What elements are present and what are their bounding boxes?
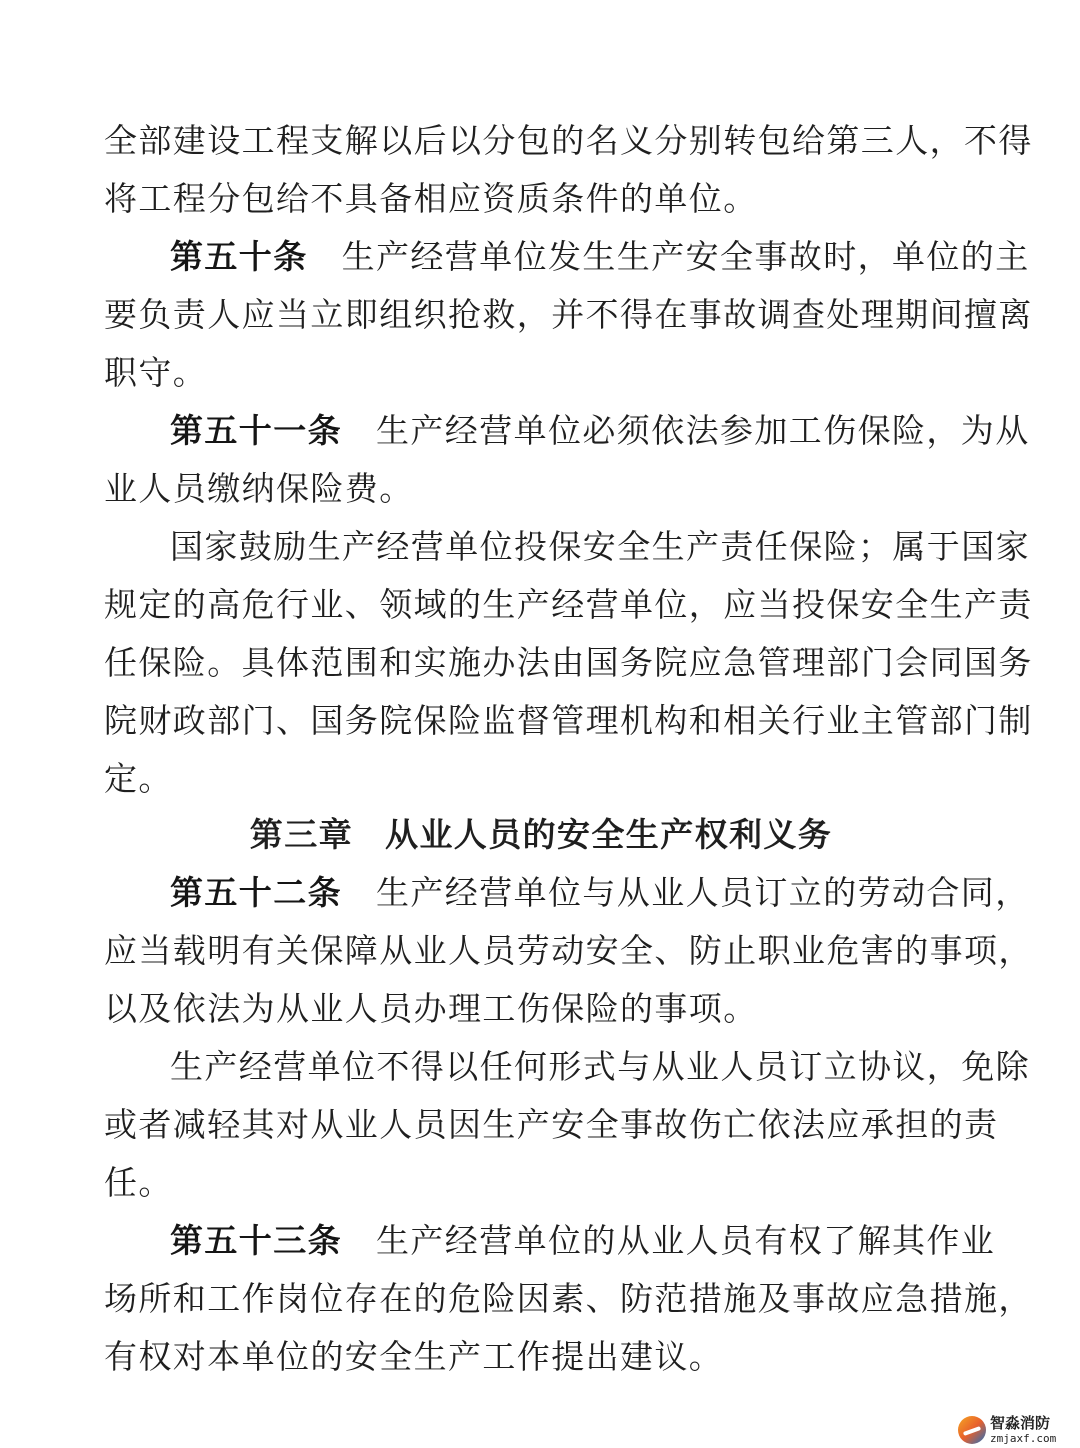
article-heading: 第五十三条 [170,1221,342,1260]
article-text: 生产经营单位发生生产安全事故时，单位的主 [341,237,1030,276]
article-text: 生产经营单位必须依法参加工伤保险，为从 [376,411,1030,450]
text-line: 任。 [104,1163,173,1202]
text-line: 以及依法为从业人员办理工伤保险的事项。 [104,989,758,1028]
chapter-number: 第三章 [249,815,353,854]
article-53 [104,1212,995,1270]
article-heading: 第五十二条 [170,873,342,912]
chapter-title: 从业人员的安全生产权利义务 [385,815,833,854]
paragraph-start: 国家鼓励生产经营单位投保安全生产责任保险；属于国家 [170,527,1030,566]
text-line: 全部建设工程支解以后以分包的名义分别转包给第三人，不得 [104,121,1033,160]
paragraph-start: 生产经营单位不得以任何形式与从业人员订立协议，免除 [170,1047,1030,1086]
text-line: 业人员缴纳保险费。 [104,469,414,508]
text-line: 应当载明有关保障从业人员劳动安全、防止职业危害的事项， [104,931,1033,970]
article-heading: 第五十一条 [170,411,342,450]
text-line: 将工程分包给不具备相应资质条件的单位。 [104,179,758,218]
article-52 [104,864,1030,922]
article-heading: 第五十条 [170,237,308,276]
text-line: 任保险。具体范围和实施办法由国务院应急管理部门会同国务 [104,643,1033,682]
article-51 [104,402,1030,460]
text-line: 职守。 [104,353,208,392]
watermark [958,1410,1073,1446]
text-line: 定。 [104,759,173,798]
article-text: 生产经营单位的从业人员有权了解其作业 [376,1221,996,1260]
text-line: 要负责人应当立即组织抢救，并不得在事故调查处理期间擅离 [104,295,1033,334]
flame-logo-icon [958,1416,986,1444]
article-50 [104,228,1030,286]
watermark-url: zmjaxf.com [990,1432,1057,1445]
text-line: 或者减轻其对从业人员因生产安全事故伤亡依法应承担的责 [104,1105,999,1144]
chapter-heading [104,806,978,864]
article-text: 生产经营单位与从业人员订立的劳动合同， [376,873,1030,912]
text-line: 院财政部门、国务院保险监督管理机构和相关行业主管部门制 [104,701,1033,740]
text-line: 有权对本单位的安全生产工作提出建议。 [104,1337,724,1376]
text-line: 规定的高危行业、领域的生产经营单位，应当投保安全生产责 [104,585,1033,624]
text-line: 场所和工作岗位存在的危险因素、防范措施及事故应急措施， [104,1279,1033,1318]
watermark-name: 智淼消防 [990,1414,1051,1432]
